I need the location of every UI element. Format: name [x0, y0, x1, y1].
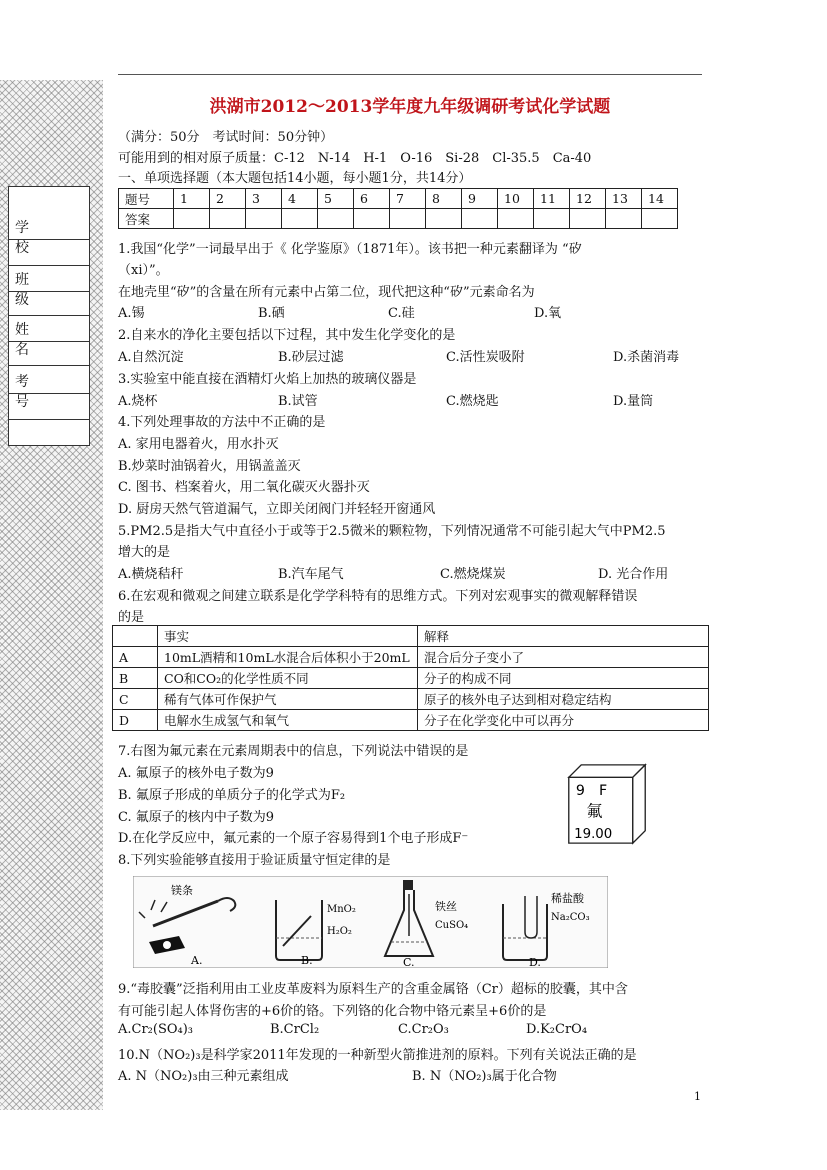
section-heading: 一、单项选择题（本大题包括14小题，每小题1分，共14分）	[118, 171, 472, 186]
answer-number: 10	[498, 189, 534, 209]
exam-number-label: 考 号	[15, 374, 43, 410]
answer-number: 6	[354, 189, 390, 209]
q6-table	[112, 625, 709, 731]
q6-head-blank	[113, 626, 158, 647]
q9-option-d: D.K₂CrO₄	[526, 1022, 588, 1037]
element-symbol: F	[599, 783, 608, 800]
answer-cell[interactable]	[246, 209, 282, 229]
q3-option-a: A.烧杯	[118, 394, 158, 409]
q5-option-c: C.燃烧煤炭	[440, 567, 506, 582]
answer-number: 14	[642, 189, 678, 209]
q9-option-b: B.CrCl₂	[270, 1022, 320, 1037]
answer-cell[interactable]	[426, 209, 462, 229]
q1-option-c: C.硅	[388, 306, 415, 321]
q7-option-a: A. 氟原子的核外电子数为9	[118, 766, 274, 781]
q1-line2: （xi）”。	[118, 263, 169, 278]
option-b-label: B.	[301, 954, 313, 967]
answer-cell[interactable]	[606, 209, 642, 229]
q1-option-a: A.锡	[118, 306, 145, 321]
answer-number: 13	[606, 189, 642, 209]
answer-cell[interactable]	[210, 209, 246, 229]
student-info-box	[8, 186, 90, 446]
answer-number: 1	[174, 189, 210, 209]
q10-option-b: B. N（NO₂)₃属于化合物	[412, 1069, 557, 1084]
q2-option-b: B.砂层过滤	[278, 350, 344, 365]
q3-option-b: B.试管	[278, 394, 318, 409]
q6-head-fact: 事实	[158, 626, 418, 647]
q4-option-c: C. 图书、档案着火，用二氧化碳灭火器扑灭	[118, 480, 370, 495]
option-a-label: A.	[191, 954, 203, 967]
answer-number: 11	[534, 189, 570, 209]
q5-option-d: D. 光合作用	[598, 567, 669, 582]
q4-option-d: D. 厨房天然气管道漏气，立即关闭阀门并轻轻开窗通风	[118, 502, 436, 517]
q1-line3: 在地壳里“矽”的含量在所有元素中占第二位，现代把这种“矽”元素命名为	[118, 285, 535, 300]
q1-option-d: D.氧	[534, 306, 562, 321]
q7-option-b: B. 氟原子形成的单质分子的化学式为F₂	[118, 788, 346, 803]
q3-option-d: D.量筒	[613, 394, 654, 409]
element-number: 9	[575, 783, 585, 800]
q6-row-fact: CO和CO₂的化学性质不同	[158, 668, 418, 689]
q6-head-explain: 解释	[418, 626, 709, 647]
q4-option-a: A. 家用电器着火，用水扑灭	[118, 437, 279, 452]
q2-option-d: D.杀菌消毒	[613, 350, 680, 365]
answer-number: 8	[426, 189, 462, 209]
q6-line2: 的是	[118, 610, 145, 625]
label-na2co3: Na₂CO₃	[551, 912, 590, 923]
q9-line2: 有可能引起人体肾伤害的+6价的铬。下列铬的化合物中铬元素呈+6价的是	[118, 1004, 547, 1019]
q7-stem: 7.右图为氟元素在元素周期表中的信息，下列说法中错误的是	[118, 744, 469, 759]
q8-stem: 8.下列实验能够直接用于验证质量守恒定律的是	[118, 853, 391, 868]
q1-line1: 1.我国“化学”一词最早出于《 化学鉴原》（1871年）。该书把一种元素翻译为 “矽	[118, 242, 582, 257]
q8-apparatus-figure	[133, 876, 608, 968]
answer-cell[interactable]	[534, 209, 570, 229]
school-label: 学 校	[15, 220, 43, 256]
q6-row-letter: B	[113, 668, 158, 689]
answer-number: 3	[246, 189, 282, 209]
q6-row-fact: 10mL酒精和10mL水混合后体积小于20mL	[158, 647, 418, 668]
q9-option-c: C.Cr₂O₃	[398, 1022, 449, 1037]
page-number: 1	[694, 1090, 701, 1103]
answer-number: 9	[462, 189, 498, 209]
q6-row-letter: D	[113, 710, 158, 731]
q5-option-b: B.汽车尾气	[278, 567, 344, 582]
header-rule	[118, 74, 702, 75]
q2-stem: 2.自来水的净化主要包括以下过程，其中发生化学变化的是	[118, 328, 456, 343]
q1-option-b: B.硒	[258, 306, 285, 321]
q4-stem: 4.下列处理事故的方法中不正确的是	[118, 415, 326, 430]
answer-cell[interactable]	[318, 209, 354, 229]
answer-table-head: 答案	[119, 209, 174, 229]
q6-row-letter: C	[113, 689, 158, 710]
q6-row-fact: 电解水生成氢气和氧气	[158, 710, 418, 731]
q6-line1: 6.在宏观和微观之间建立联系是化学学科特有的思维方式。下列对宏观事实的微观解释错误	[118, 589, 638, 604]
answer-number: 4	[282, 189, 318, 209]
element-mass: 19.00	[574, 826, 613, 842]
answer-table	[118, 188, 678, 229]
q7-option-c: C. 氟原子的核内中子数为9	[118, 810, 275, 825]
q6-row-explain: 分子在化学变化中可以再分	[418, 710, 709, 731]
label-hcl: 稀盐酸	[551, 892, 584, 905]
q10-stem: 10.N（NO₂)₃是科学家2011年发现的一种新型火箭推进剂的原料。下列有关说法正确的是	[118, 1048, 637, 1063]
q9-option-a: A.Cr₂(SO₄)₃	[118, 1022, 194, 1037]
answer-table-head: 题号	[119, 189, 174, 209]
element-name: 氟	[586, 801, 603, 821]
label-iron-wire: 铁丝	[435, 900, 457, 913]
answer-cell[interactable]	[642, 209, 678, 229]
answer-cell[interactable]	[282, 209, 318, 229]
label-h2o2: H₂O₂	[327, 926, 352, 937]
q6-row-explain: 原子的核外电子达到相对稳定结构	[418, 689, 709, 710]
atomic-masses: 可能用到的相对原子质量：C-12 N-14 H-1 O-16 Si-28 Cl-35.5 Ca-40	[118, 151, 592, 166]
periodic-table-cell	[567, 763, 647, 845]
page-title: 洪湖市2012～2013学年度九年级调研考试化学试题	[209, 97, 611, 117]
q10-option-a: A. N（NO₂)₃由三种元素组成	[118, 1069, 289, 1084]
answer-number: 5	[318, 189, 354, 209]
answer-number: 2	[210, 189, 246, 209]
q6-row-fact: 稀有气体可作保护气	[158, 689, 418, 710]
q6-row-explain: 混合后分子变小了	[418, 647, 709, 668]
option-d-label: D.	[529, 956, 541, 968]
q3-stem: 3.实验室中能直接在酒精灯火焰上加热的玻璃仪器是	[118, 372, 417, 387]
answer-cell[interactable]	[354, 209, 390, 229]
answer-number: 7	[390, 189, 426, 209]
answer-cell[interactable]	[390, 209, 426, 229]
q4-option-b: B.炒菜时油锅着火，用锅盖盖灭	[118, 459, 301, 474]
q5-option-a: A.横烧秸秆	[118, 567, 184, 582]
option-c-label: C.	[403, 956, 415, 968]
answer-cell[interactable]	[174, 209, 210, 229]
q3-option-c: C.燃烧匙	[446, 394, 499, 409]
label-cuso4: CuSO₄	[435, 920, 469, 931]
q5-line2: 增大的是	[118, 545, 171, 560]
class-label: 班 级	[15, 272, 43, 308]
label-mno2: MnO₂	[327, 904, 356, 915]
q6-row-letter: A	[113, 647, 158, 668]
exam-meta: （满分：50分 考试时间：50分钟）	[118, 130, 334, 145]
q2-option-c: C.活性炭吸附	[446, 350, 525, 365]
answer-cell[interactable]	[570, 209, 606, 229]
answer-cell[interactable]	[498, 209, 534, 229]
q5-line1: 5.PM2.5是指大气中直径小于或等于2.5微米的颗粒物，下列情况通常不可能引起大气中PM2.5	[118, 524, 666, 539]
answer-cell[interactable]	[462, 209, 498, 229]
q2-option-a: A.自然沉淀	[118, 350, 184, 365]
q6-row-explain: 分子的构成不同	[418, 668, 709, 689]
q7-option-d: D.在化学反应中，氟元素的一个原子容易得到1个电子形成F⁻	[118, 831, 469, 846]
answer-number: 12	[570, 189, 606, 209]
label-magnesium: 镁条	[171, 884, 193, 897]
q9-line1: 9.“毒胶囊”泛指利用由工业皮革废料为原料生产的含重金属铬（Cr）超标的胶囊，其中含	[118, 982, 628, 997]
name-label: 姓 名	[15, 322, 43, 358]
